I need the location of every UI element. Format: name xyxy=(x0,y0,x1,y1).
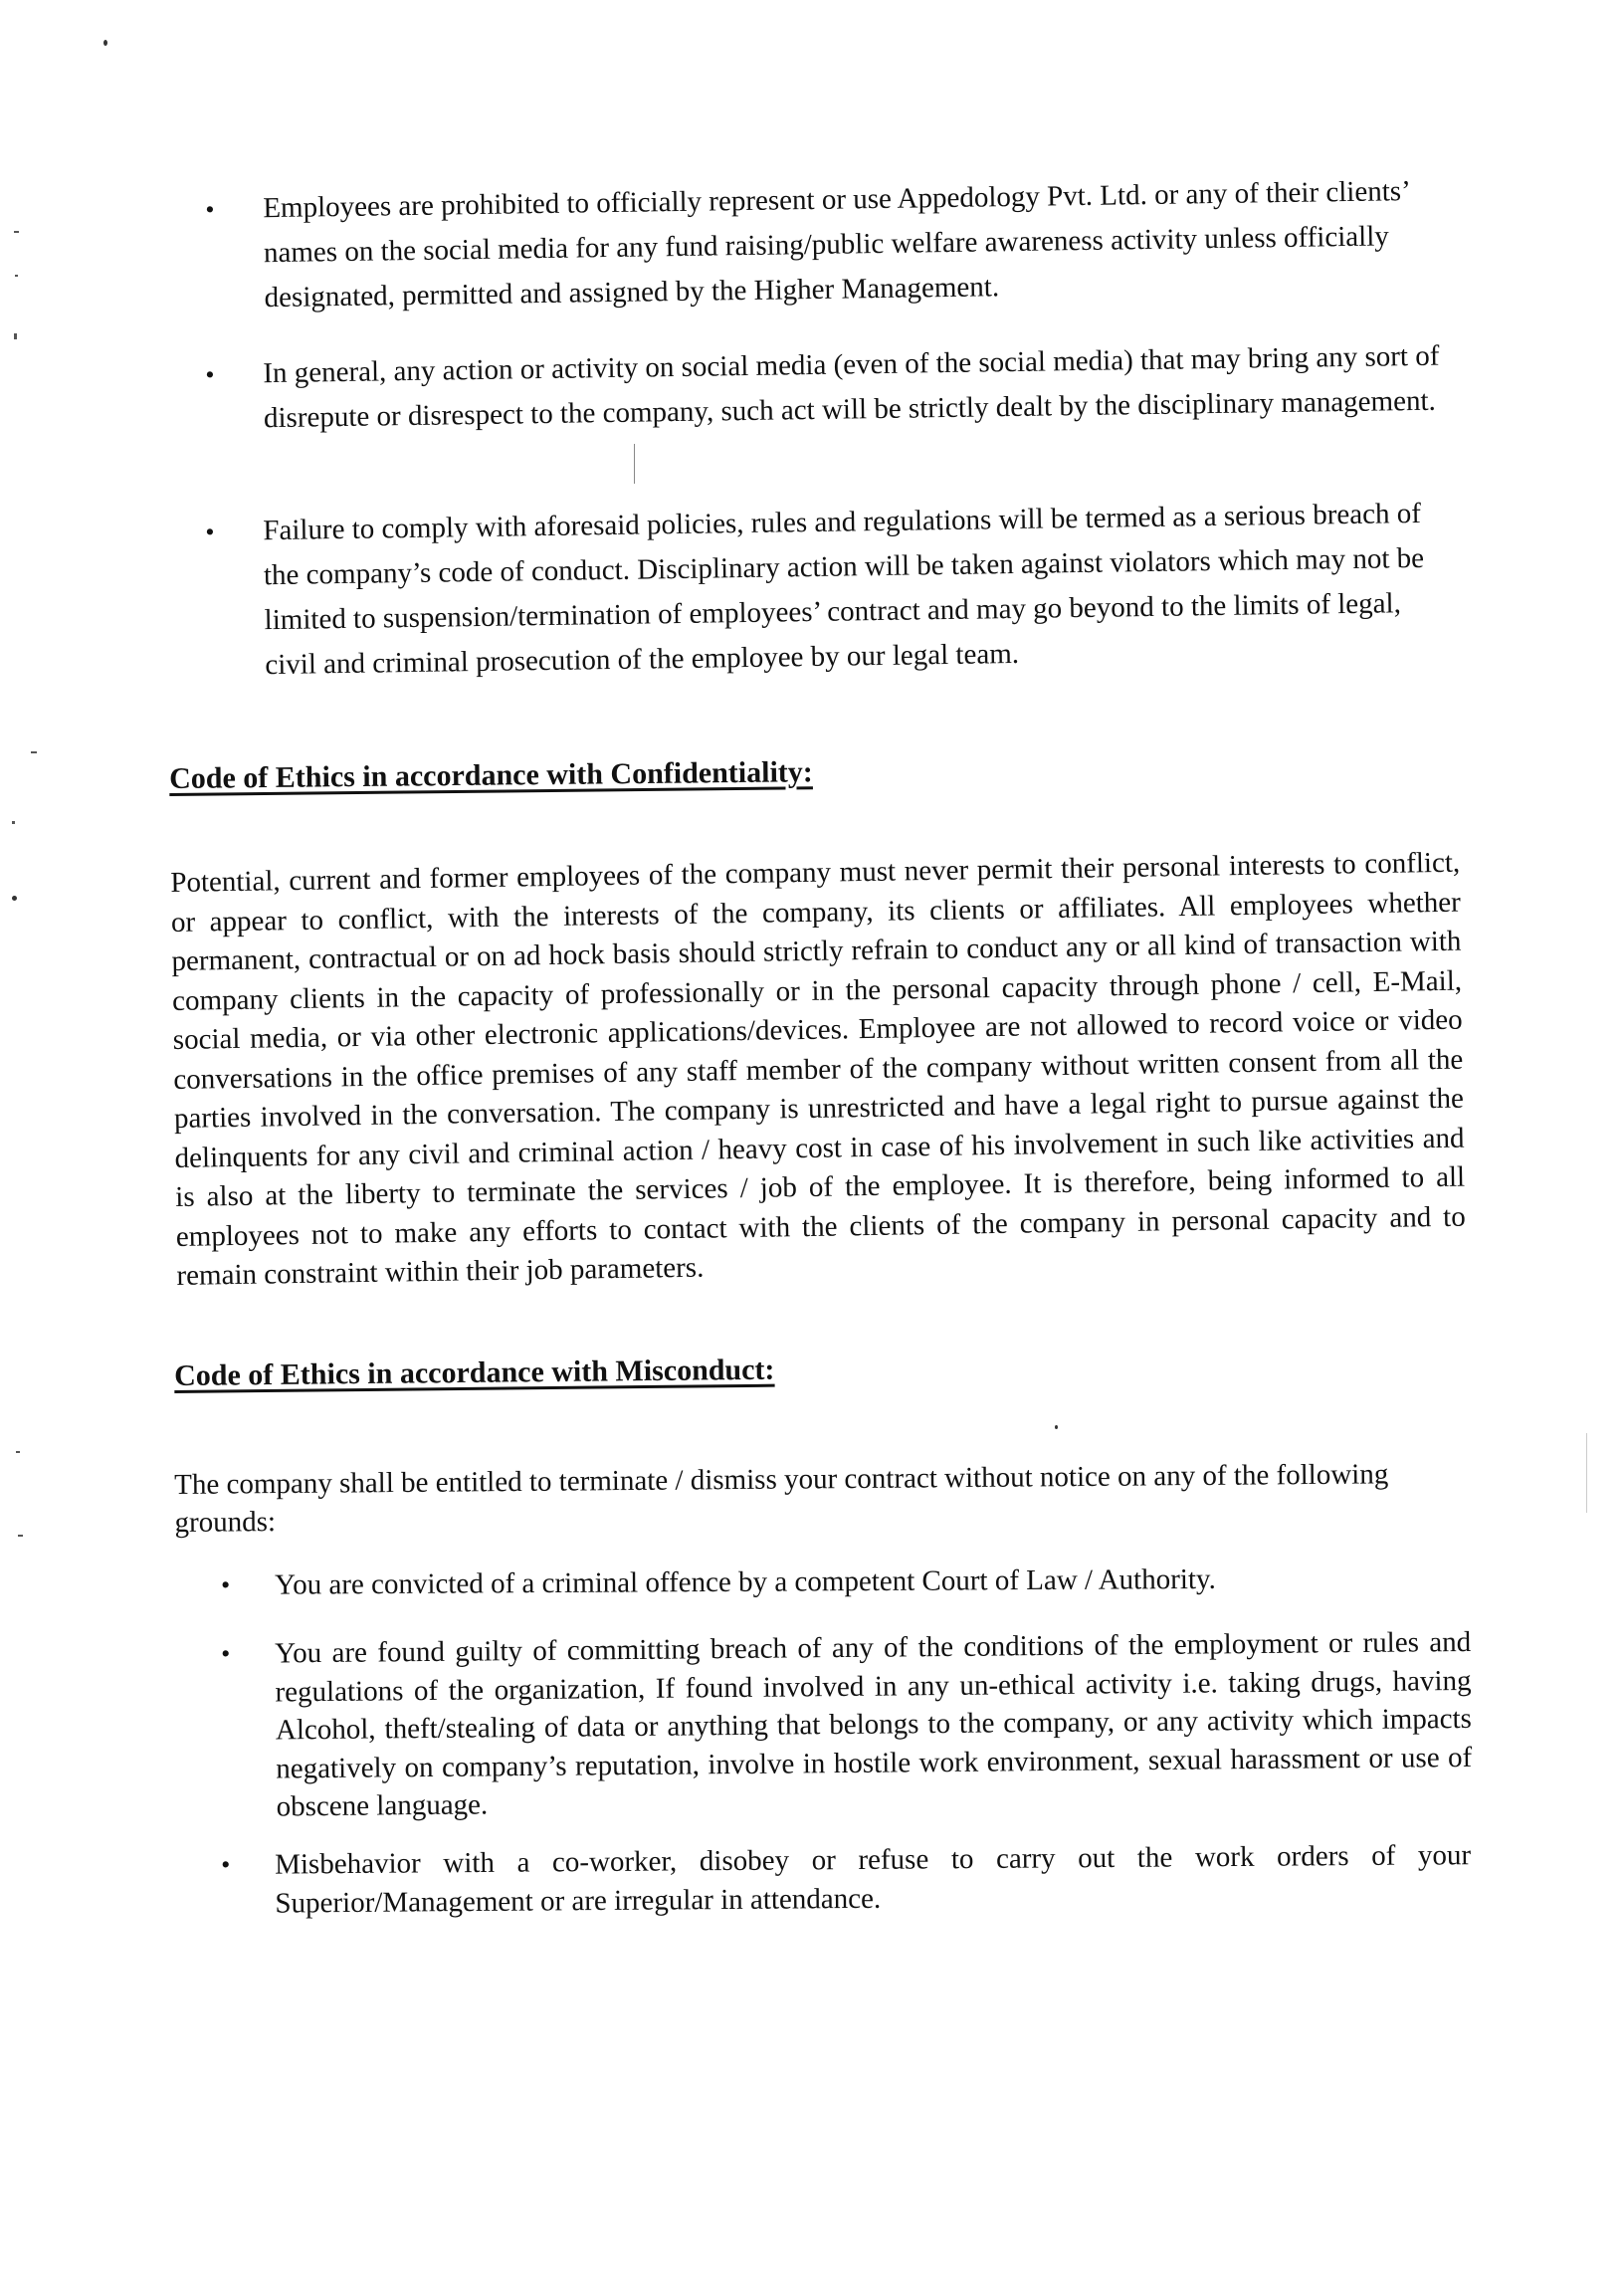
bullet-text: Failure to comply with aforesaid policies, rules and regulations will be termed as a serious breach of the company’s code of conduct. Disciplinary action will be taken against violators which may not be limited to suspension/termination of employees’ contract and may go beyond to the limits of legal, civil and criminal prosecution of the employee by our legal team. xyxy=(263,497,1425,682)
scan-mark xyxy=(31,751,37,753)
scan-mark xyxy=(15,275,18,277)
misconduct-bullet xyxy=(221,1836,1472,1923)
scan-mark xyxy=(634,444,635,484)
bullet-icon: • xyxy=(205,517,215,547)
policy-bullet xyxy=(205,334,1444,442)
confidentiality-paragraph: Potential, current and former employees of the company must never permit their personal interests to conflict, or appear to conflict, with the interests of the company, its clients or affiliates. All employees whether permanent, contractual or on ad hock basis should strictly refrain to conduct any or all kind of transaction with company clients in the capacity of professionally or in the personal capacity through phone / cell, E-Mail, social media, or via other electronic applications/devices. Employee are not allowed to record voice or video conversations in the office premises of any staff member of the company without written consent from all the parties involved in the conversation. The company is unrestricted and have a legal right to pursue against the delinquents for any civil and criminal action / heavy cost in case of his involvement in such like activities and is also at the liberty to terminate the services / job of the employee. It is therefore, being informed to all employees not to make any efforts to contact with the clients of the company in personal capacity and to remain constraint within their job parameters. xyxy=(170,846,1466,1292)
section-heading-misconduct: Code of Ethics in accordance with Misconduct: xyxy=(174,1353,775,1392)
scan-mark xyxy=(14,231,19,233)
misconduct-intro: The company shall be entitled to terminate / dismiss your contract without notice on any of the following grounds: xyxy=(174,1458,1389,1539)
bullet-text: You are convicted of a criminal offence by a competent Court of Law / Authority. xyxy=(275,1562,1216,1601)
scan-mark xyxy=(14,333,17,339)
scan-mark xyxy=(16,1451,20,1453)
bullet-icon: • xyxy=(205,359,215,390)
scan-mark xyxy=(1586,1433,1587,1513)
bullet-icon: • xyxy=(221,1638,231,1668)
scan-mark xyxy=(18,1535,23,1537)
bullet-text: Employees are prohibited to officially represent or use Appedology Pvt. Ltd. or any of their clients’ names on the social media for any fund raising/public welfare awareness activity unless officially designated, permitted and assigned by the Higher Management. xyxy=(263,175,1409,314)
misconduct-bullet xyxy=(221,1559,1471,1604)
bullet-icon: • xyxy=(221,1569,231,1599)
scan-speck xyxy=(12,896,17,901)
misconduct-bullet xyxy=(221,1623,1473,1827)
scan-speck xyxy=(1055,1425,1058,1429)
bullet-text: Misbehavior with a co-worker, disobey or refuse to carry out the work orders of your Superior/Management or are irregular in attendance. xyxy=(275,1839,1472,1920)
scan-mark xyxy=(12,821,15,824)
section-heading-confidentiality: Code of Ethics in accordance with Confidentiality: xyxy=(169,755,813,795)
policy-bullet xyxy=(205,492,1446,689)
bullet-icon: • xyxy=(221,1849,231,1879)
bullet-text: You are found guilty of committing breach of any of the conditions of the employment or rules and regulations of the organization, If found involved in any un-ethical activity i.e. taking drugs, having Alcohol, theft/stealing of data or anything that belongs to the company, or any activity which impacts negatively on company’s reputation, involve in hostile work environment, sexual harassment or use of obscene language. xyxy=(275,1625,1473,1823)
policy-bullet xyxy=(205,169,1445,321)
scan-speck xyxy=(103,40,107,46)
bullet-text: In general, any action or activity on social media (even of the social media) that may bring any sort of disrepute or disrespect to the company, such act will be strictly dealt by the disciplinary management. xyxy=(263,339,1440,435)
bullet-icon: • xyxy=(205,194,215,225)
